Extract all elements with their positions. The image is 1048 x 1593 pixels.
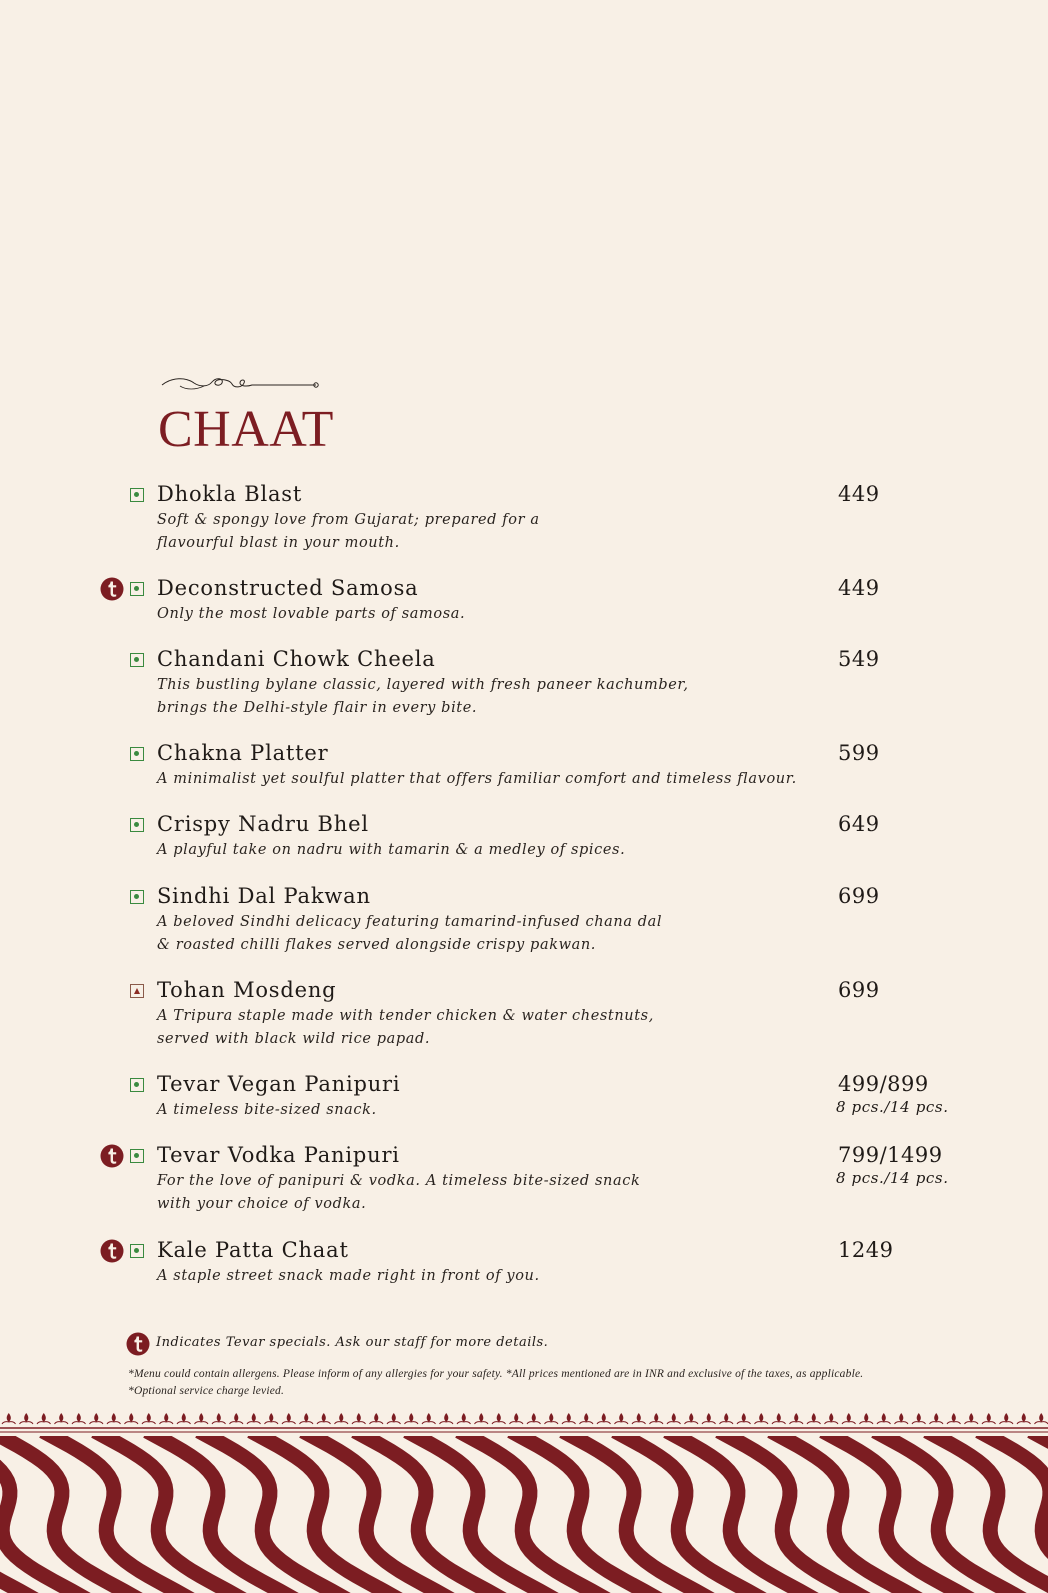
- item-description: [157, 1099, 377, 1122]
- item-price: 1249: [838, 1238, 894, 1262]
- flourish-icon: [160, 376, 320, 392]
- item-price: 499/899: [838, 1072, 929, 1096]
- veg-icon: [130, 488, 144, 502]
- item-name: Kale Patta Chaat: [157, 1238, 349, 1262]
- description-line: A timeless bite-sized snack.: [157, 1102, 377, 1118]
- item-name: Chakna Platter: [157, 741, 329, 765]
- item-price: 449: [838, 576, 880, 600]
- item-description: [157, 768, 797, 791]
- item-name: Tohan Mosdeng: [157, 978, 337, 1002]
- item-name: Deconstructed Samosa: [157, 576, 419, 600]
- description-line: Soft & spongy love from Gujarat; prepared for a: [157, 512, 540, 528]
- item-quantity: 8 pcs./14 pcs.: [836, 1098, 949, 1116]
- tevar-t-icon: [100, 577, 124, 601]
- description-line: A Tripura staple made with tender chicken & water chestnuts,: [157, 1008, 654, 1024]
- tevar-t-icon: [126, 1332, 150, 1356]
- description-line: A staple street snack made right in front of you.: [157, 1268, 540, 1284]
- item-name: Chandani Chowk Cheela: [157, 647, 436, 671]
- description-line: A playful take on nadru with tamarin & a medley of spices.: [157, 842, 626, 858]
- note-line: *Optional service charge levied.: [128, 1385, 285, 1397]
- note-line: *Menu could contain allergens. Please inform of any allergies for your safety. *All prices mentioned are in INR and exclusive of the taxes, as applicable.: [128, 1368, 864, 1380]
- item-name: Crispy Nadru Bhel: [157, 812, 369, 836]
- veg-icon: [130, 890, 144, 904]
- description-line: A minimalist yet soulful platter that offers familiar comfort and timeless flavour.: [157, 771, 797, 787]
- border-motif: [0, 1412, 1048, 1434]
- veg-icon: [130, 653, 144, 667]
- item-name: Tevar Vodka Panipuri: [157, 1143, 400, 1167]
- tevar-t-icon: [100, 1239, 124, 1263]
- veg-icon: [130, 1149, 144, 1163]
- veg-icon: [130, 582, 144, 596]
- veg-icon: [130, 1078, 144, 1092]
- legend: [126, 1332, 926, 1358]
- description-line: Only the most lovable parts of samosa.: [157, 606, 466, 622]
- item-price: 449: [838, 482, 880, 506]
- item-price: 549: [838, 647, 880, 671]
- item-price: 699: [838, 978, 880, 1002]
- section-title: CHAAT: [158, 401, 334, 458]
- item-description: [157, 1265, 540, 1288]
- description-line: flavourful blast in your mouth.: [157, 535, 400, 551]
- item-description: [157, 1170, 640, 1216]
- item-price: 699: [838, 884, 880, 908]
- description-line: & roasted chilli flakes served alongside crispy pakwan.: [157, 937, 596, 953]
- veg-icon: [130, 747, 144, 761]
- item-description: [157, 603, 465, 626]
- description-line: A beloved Sindhi delicacy featuring tamarind-infused chana dal: [157, 914, 663, 930]
- veg-icon: [130, 818, 144, 832]
- item-description: [157, 1005, 654, 1051]
- description-line: For the love of panipuri & vodka. A timeless bite-sized snack: [157, 1173, 641, 1189]
- disclaimer-notes: [128, 1366, 863, 1400]
- nonveg-icon: [130, 984, 144, 998]
- item-name: Tevar Vegan Panipuri: [157, 1072, 401, 1096]
- wave-pattern: [0, 1436, 1048, 1593]
- item-name: Sindhi Dal Pakwan: [157, 884, 371, 908]
- item-name: Dhokla Blast: [157, 482, 303, 506]
- description-line: with your choice of vodka.: [157, 1196, 367, 1212]
- description-line: brings the Delhi-style flair in every bite.: [157, 700, 478, 716]
- tevar-t-icon: [100, 1144, 124, 1168]
- description-line: This bustling bylane classic, layered with fresh paneer kachumber,: [157, 677, 689, 693]
- item-price: 799/1499: [838, 1143, 943, 1167]
- item-description: [157, 839, 625, 862]
- item-price: 649: [838, 812, 880, 836]
- item-description: [157, 911, 662, 957]
- item-price: 599: [838, 741, 880, 765]
- item-quantity: 8 pcs./14 pcs.: [836, 1169, 949, 1187]
- item-description: [157, 674, 689, 720]
- veg-icon: [130, 1244, 144, 1258]
- legend-text: Indicates Tevar specials. Ask our staff for more details.: [156, 1335, 549, 1350]
- description-line: served with black wild rice papad.: [157, 1031, 431, 1047]
- item-description: [157, 509, 540, 555]
